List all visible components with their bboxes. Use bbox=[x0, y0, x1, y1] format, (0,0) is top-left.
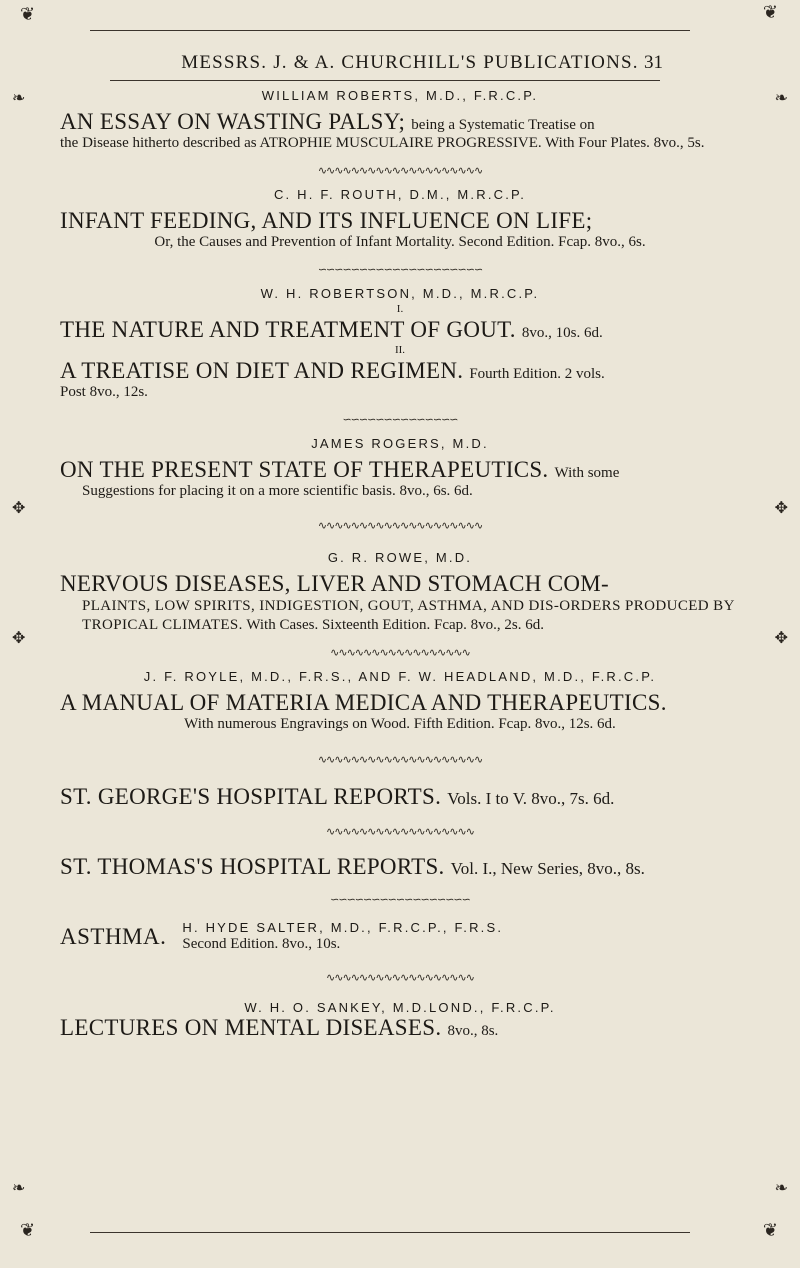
author-name: W. H. O. SANKEY, M.D.LOND., F.R.C.P. bbox=[244, 999, 556, 1015]
volume-numeral: II. bbox=[394, 343, 406, 356]
book-description: Post 8vo., 12s. bbox=[60, 384, 148, 401]
author-name: H. HYDE SALTER, M.D., F.R.C.P., F.R.S. bbox=[182, 920, 504, 936]
book-title: INFANT FEEDING, AND ITS INFLUENCE ON LIFE; bbox=[60, 207, 593, 233]
divider-icon: ∿∿∿∿∿∿∿∿∿∿∿∿∿∿∿∿∿∿ bbox=[326, 824, 474, 838]
top-rule bbox=[90, 30, 690, 31]
page-number: 31 bbox=[644, 52, 663, 73]
entry-royle bbox=[60, 669, 740, 735]
book-description: Second Edition. 8vo., 10s. bbox=[182, 936, 341, 953]
divider-icon: ∽∽∽∽∽∽∽∽∽∽∽∽∽∽∽∽∽ bbox=[330, 893, 470, 907]
side-ornament-icon: ❧ bbox=[774, 1178, 788, 1197]
book-title: A TREATISE ON DIET AND REGIMEN. Fourth Edition. 2 vols. bbox=[60, 357, 605, 383]
author-name: W. H. ROBERTSON, M.D., M.R.C.P. bbox=[260, 285, 540, 301]
corner-ornament-icon: ❦ bbox=[20, 4, 36, 25]
book-title: ST. THOMAS'S HOSPITAL REPORTS. Vol. I., New Series, 8vo., 8s. bbox=[60, 853, 645, 879]
side-ornament-icon: ❧ bbox=[12, 1178, 26, 1197]
author-name: C. H. F. ROUTH, D.M., M.R.C.P. bbox=[273, 186, 527, 202]
divider-icon: ∿∿∿∿∿∿∿∿∿∿∿∿∿∿∿∿∿ bbox=[330, 645, 470, 659]
catalogue-entries bbox=[60, 88, 740, 1046]
author-name: J. F. ROYLE, M.D., F.R.S., AND F. W. HEADLAND, M.D., F.R.C.P. bbox=[143, 668, 657, 684]
corner-ornament-icon: ❦ bbox=[20, 1220, 36, 1241]
entry-sankey bbox=[60, 1000, 740, 1040]
side-ornament-icon: ❧ bbox=[774, 88, 788, 107]
bottom-rule bbox=[90, 1232, 690, 1233]
divider-icon: ∿∿∿∿∿∿∿∿∿∿∿∿∿∿∿∿∿∿∿∿ bbox=[317, 519, 483, 533]
divider-icon: ∿∿∿∿∿∿∿∿∿∿∿∿∿∿∿∿∿∿∿∿ bbox=[317, 163, 483, 177]
corner-ornament-icon: ❦ bbox=[762, 1220, 778, 1241]
side-ornament-icon: ✥ bbox=[12, 628, 26, 647]
entry-salter bbox=[60, 920, 740, 955]
entry-robertson bbox=[60, 286, 740, 403]
book-title: AN ESSAY ON WASTING PALSY; being a Systematic Treatise on bbox=[60, 109, 595, 134]
divider-icon: ∿∿∿∿∿∿∿∿∿∿∿∿∿∿∿∿∿∿∿∿ bbox=[317, 752, 483, 766]
entry-roberts bbox=[60, 88, 740, 154]
author-name: WILLIAM ROBERTS, M.D., F.R.C.P. bbox=[261, 88, 539, 103]
author-name: G. R. ROWE, M.D. bbox=[327, 550, 473, 566]
book-title: LECTURES ON MENTAL DISEASES. 8vo., 8s. bbox=[60, 1014, 499, 1040]
book-title: NERVOUS DISEASES, LIVER AND STOMACH COM- bbox=[60, 571, 610, 597]
side-ornament-icon: ❧ bbox=[12, 88, 26, 107]
author-name: JAMES ROGERS, M.D. bbox=[311, 435, 489, 451]
volume-numeral: I. bbox=[396, 302, 404, 315]
book-title: THE NATURE AND TREATMENT OF GOUT. 8vo., 10s. 6d. bbox=[60, 316, 603, 342]
entry-rowe bbox=[60, 550, 740, 635]
book-description: Or, the Causes and Prevention of Infant Mortality. Second Edition. Fcap. 8vo., 6s. bbox=[154, 234, 646, 251]
book-title: ST. GEORGE'S HOSPITAL REPORTS. Vols. I to V. 8vo., 7s. 6d. bbox=[60, 783, 615, 809]
corner-ornament-icon: ❦ bbox=[762, 2, 778, 23]
book-title: A MANUAL OF MATERIA MEDICA AND THERAPEUTICS. bbox=[60, 689, 667, 715]
side-ornament-icon: ✥ bbox=[774, 498, 788, 517]
divider-icon: ∽∽∽∽∽∽∽∽∽∽∽∽∽∽∽∽∽∽∽∽ bbox=[317, 262, 483, 276]
entry-st-thomas bbox=[60, 854, 740, 879]
book-description: PLAINTS, LOW SPIRITS, INDIGESTION, GOUT, ASTHMA, AND DIS-ORDERS PRODUCED BY TROPICAL CLIMATES. With Cases. Sixteenth Edition. Fcap. 8vo., 2s. 6d. bbox=[82, 597, 735, 634]
book-title: ASTHMA. bbox=[60, 924, 167, 950]
side-ornament-icon: ✥ bbox=[774, 628, 788, 647]
book-description: Suggestions for placing it on a more scientific basis. 8vo., 6s. 6d. bbox=[82, 482, 473, 499]
entry-routh bbox=[60, 187, 740, 253]
header-rule bbox=[110, 80, 660, 81]
running-header: MESSRS. J. & A. CHURCHILL'S PUBLICATIONS. bbox=[181, 52, 639, 73]
divider-icon: ∿∿∿∿∿∿∿∿∿∿∿∿∿∿∿∿∿∿ bbox=[326, 970, 474, 984]
entry-st-georges bbox=[60, 784, 740, 809]
book-title: ON THE PRESENT STATE OF THERAPEUTICS. With some bbox=[60, 456, 620, 482]
side-ornament-icon: ✥ bbox=[12, 498, 26, 517]
divider-icon: ∽∽∽∽∽∽∽∽∽∽∽∽∽∽ bbox=[342, 412, 458, 426]
entry-rogers bbox=[60, 436, 740, 502]
book-description: With numerous Engravings on Wood. Fifth Edition. Fcap. 8vo., 12s. 6d. bbox=[184, 716, 616, 733]
book-description: the Disease hitherto described as ATROPHIE MUSCULAIRE PROGRESSIVE. With Four Plates. 8vo., 5s. bbox=[60, 135, 705, 152]
